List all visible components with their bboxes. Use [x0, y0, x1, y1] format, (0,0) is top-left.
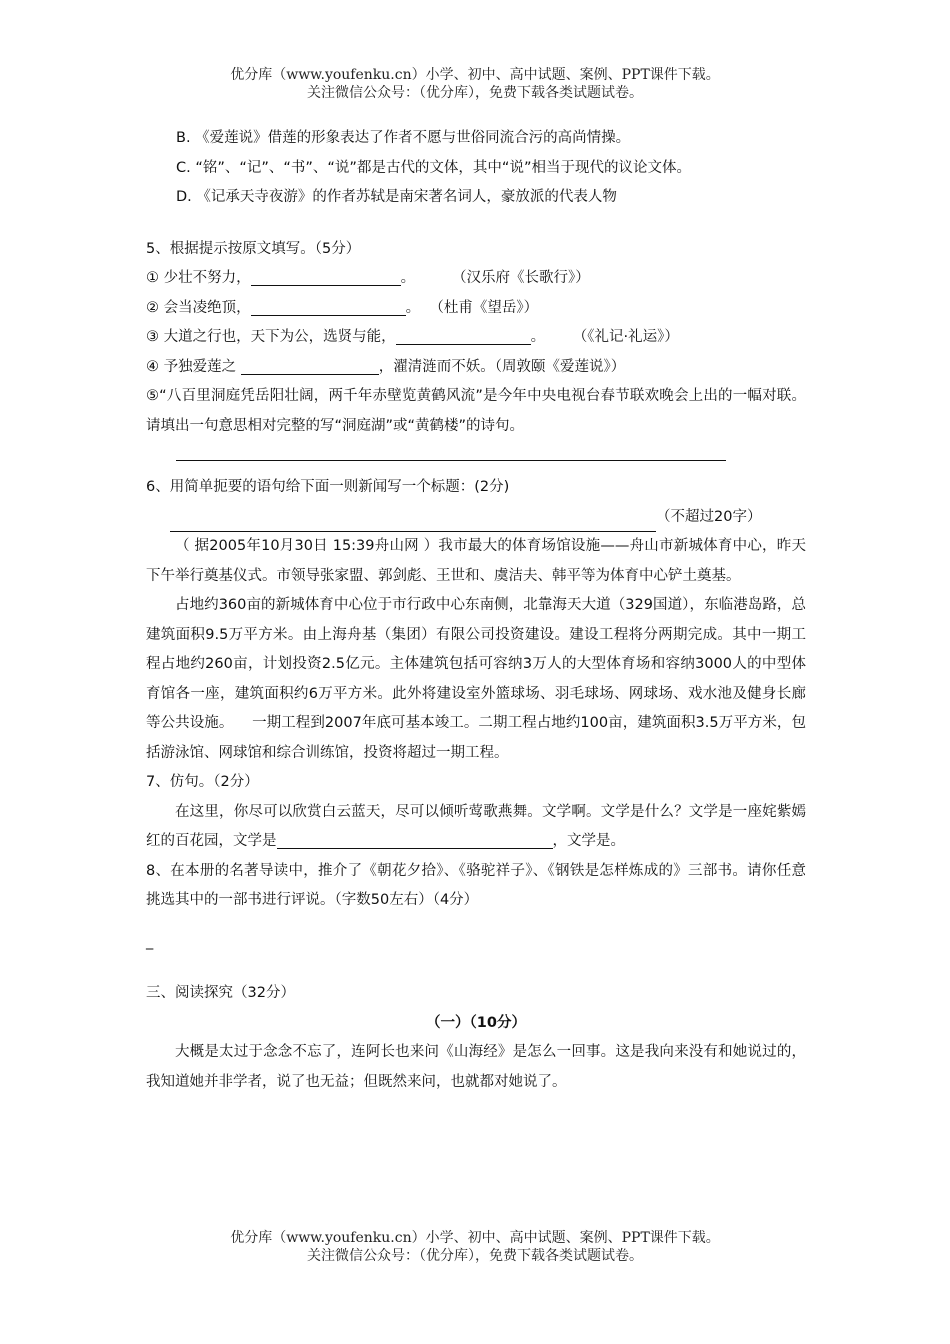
q5-item-1-pre: ① 少壮不努力，: [146, 270, 251, 286]
q7-blank-1[interactable]: [277, 830, 553, 849]
page-footer: [0, 1229, 950, 1265]
section3-subtitle: （一）（10分）: [426, 1014, 526, 1031]
q5-answer-line[interactable]: [176, 459, 726, 461]
q7-text-end: 。: [610, 833, 625, 849]
q5-item-2-pre: ② 会当凌绝顶，: [146, 299, 251, 316]
section3-para-1: 大概是太过于念念不忘了，连阿长也来问《山海经》是怎么一回事。这是我向来没有和她说过的，我知道她并非学者，说了也无益；但既然来问，也就都对她说了。: [146, 1044, 806, 1090]
header-line-1: 优分库（www.youfenku.cn）小学、初中、高中试题、案例、PPT课件下载。: [230, 67, 720, 83]
q7-text-pre: 在这里，你尽可以欣赏白云蓝天，尽可以倾听莺歌燕舞。文学啊。文学是什么？文学是一座姹紫嫣红的百花园，文学是: [146, 803, 806, 849]
q6-news-para-1: （ 据2005年10月30日 15:39舟山网 ）我市最大的体育场馆设施——舟山市新城体育中心，昨天下午举行奠基仪式。市领导张家盟、郭剑彪、王世和、虞洁夫、韩平等为体育中心铲土奠基。: [146, 538, 806, 584]
q6-answer-row: [146, 503, 806, 533]
q5-item-1-blank[interactable]: [251, 267, 401, 286]
q5-item-4-pre: ④ 予独爱莲之: [146, 358, 241, 375]
q6-limit: （不超过20字）: [656, 508, 762, 525]
q6-news-para-2: 占地约360亩的新城体育中心位于市行政中心东南侧，北靠海天大道（329国道），东临港岛路，总建筑面积9.5万平方米。由上海舟基（集团）有限公司投资建设。建设工程将分两期完成。其中一期工程占地约260亩，计划投资2.5亿元。主体建筑包括可容纳3万人的大型体育场和容纳3000人的中型体育馆各一座，建筑面积约6万平方米。此外将建设室外篮球场、羽毛球场、网球场、戏水池及健身长廊等公共设施。 一期工程到2007年底可基本竣工。二期工程占地约100亩，建筑面积3.5万平方米，包括游泳馆、网球馆和综合训练馆，投资将超过一期工程。: [146, 597, 806, 761]
q5-item-3-pre: ③ 大道之行也，天下为公，选贤与能，: [146, 329, 396, 345]
footer-line-2: 关注微信公众号：（优分库），免费下载各类试题试卷。: [307, 1248, 643, 1264]
q5-item-1: [146, 264, 806, 294]
q5-item-5: ⑤“八百里洞庭凭岳阳壮阔，两千年赤壁览黄鹤风流”是今年中央电视台春节联欢晚会上出的一幅对联。请填出一句意思相对完整的写“洞庭湖”或“黄鹤楼”的诗句。: [146, 388, 806, 434]
q5-item-3-blank[interactable]: [396, 326, 531, 345]
q7-text: [146, 798, 806, 857]
option-c: C. “铭”、“记”、“书”、“说”都是古代的文体，其中“说”相当于现代的议论文体。: [176, 159, 691, 176]
q6-title: 6、用简单扼要的语句给下面一则新闻写一个标题：(2分): [146, 479, 510, 495]
option-d: D. 《记承天寺夜游》的作者苏轼是南宋著名词人，豪放派的代表人物: [176, 189, 617, 205]
q7-title: 7、仿句。（2分）: [146, 774, 259, 790]
q5-item-2-post: 。 （杜甫《望岳》）: [405, 299, 539, 316]
q8-title: 8、在本册的名著导读中，推介了《朝花夕拾》、《骆驼祥子》、《钢铁是怎样炼成的》三部书。请你任意挑选其中的一部书进行评说。（字数50左右）（4分）: [146, 862, 806, 908]
q5-item-4-blank[interactable]: [241, 356, 379, 375]
exam-page-body: [146, 124, 806, 1097]
section3-title: 三、阅读探究（32分）: [146, 985, 295, 1001]
header-line-2: 关注微信公众号：（优分库），免费下载各类试题试卷。: [307, 85, 643, 101]
q5-title: 5、根据提示按原文填写。（5分）: [146, 240, 361, 257]
q7-text-mid: ，文学是: [552, 833, 611, 849]
q5-item-4-post: ，濯清涟而不妖。（周敦颐《爱莲说》）: [378, 358, 626, 375]
q5-item-4: [146, 353, 806, 383]
q5-item-3: [146, 323, 806, 353]
q5-item-2-blank[interactable]: [251, 297, 406, 316]
page-header: [0, 66, 950, 102]
q5-item-3-post: 。 （《礼记·礼运》）: [530, 329, 679, 345]
option-b: B. 《爱莲说》借莲的形象表达了作者不愿与世俗同流合污的高尚情操。: [176, 130, 631, 146]
q6-answer-blank[interactable]: [170, 513, 656, 532]
q5-item-1-post: 。 （汉乐府《长歌行》）: [400, 270, 590, 286]
footer-line-1: 优分库（www.youfenku.cn）小学、初中、高中试题、案例、PPT课件下载。: [230, 1230, 720, 1246]
q8-answer-mark[interactable]: _: [146, 933, 154, 950]
q5-item-2: [146, 294, 806, 324]
